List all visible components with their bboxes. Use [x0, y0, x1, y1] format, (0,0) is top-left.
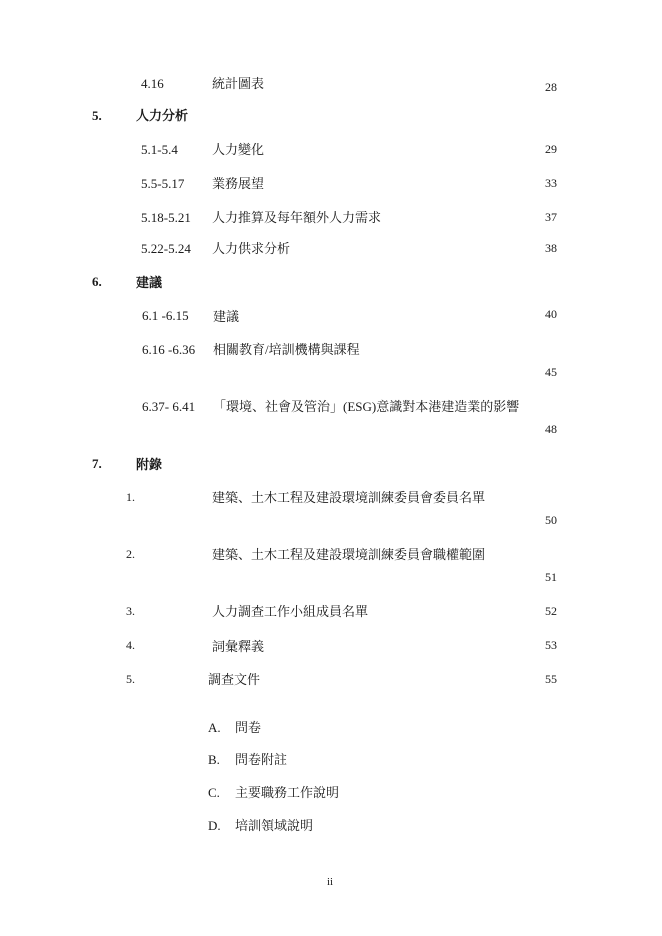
toc-entry-page: 33: [545, 176, 557, 190]
appendix-number: 2.: [126, 547, 135, 561]
page-number: ii: [327, 876, 334, 888]
appendix-title: 人力調查工作小組成員名單: [212, 604, 369, 619]
section-number: 5.: [92, 108, 102, 123]
appendix-title: 建築、土木工程及建設環境訓練委員會職權範圍: [212, 547, 486, 562]
toc-entry-page: 48: [545, 422, 557, 436]
toc-entry-number: 5.18-5.21: [141, 210, 191, 225]
appendix-number: 5.: [126, 672, 135, 686]
sub-item-letter: B.: [208, 752, 220, 767]
toc-entry-title: 人力供求分析: [212, 241, 291, 256]
toc-entry-number: 6.16 -6.36: [142, 342, 196, 357]
toc-entry-page: 40: [545, 307, 557, 321]
appendix-page: 50: [545, 513, 557, 527]
appendix-title: 調查文件: [208, 672, 261, 687]
sub-item-title: 培訓領域說明: [235, 818, 314, 833]
appendix-page: 53: [545, 638, 557, 652]
appendix-title: 詞彙釋義: [212, 639, 265, 654]
toc-entry-page: 38: [545, 241, 557, 255]
appendix-page: 52: [545, 604, 557, 618]
section-title: 附錄: [136, 457, 163, 472]
toc-entry-number: 5.22-5.24: [141, 241, 191, 256]
appendix-number: 1.: [126, 490, 135, 504]
appendix-number: 4.: [126, 638, 135, 652]
toc-entry-title: 人力變化: [212, 142, 265, 157]
section-number: 7.: [92, 456, 102, 471]
toc-entry-page: 28: [545, 80, 557, 94]
toc-entry-title: 統計圖表: [212, 76, 265, 91]
appendix-title: 建築、土木工程及建設環境訓練委員會委員名單: [212, 490, 486, 505]
section-title: 人力分析: [136, 108, 189, 123]
toc-entry-number: 5.5-5.17: [141, 176, 185, 191]
toc-entry-number: 4.16: [141, 76, 164, 91]
appendix-page: 51: [545, 570, 557, 584]
toc-entry-title: 「環境、社會及管治」(ESG)意識對本港建造業的影響: [213, 399, 520, 414]
sub-item-title: 問卷: [235, 720, 262, 735]
appendix-page: 55: [545, 672, 557, 686]
section-number: 6.: [92, 274, 102, 289]
section-title: 建議: [136, 275, 163, 290]
sub-item-title: 主要職務工作說明: [235, 785, 340, 800]
sub-item-title: 問卷附註: [235, 752, 288, 767]
toc-entry-number: 6.1 -6.15: [142, 308, 189, 323]
toc-entry-page: 45: [545, 365, 557, 379]
toc-entry-title: 人力推算及每年額外人力需求: [212, 210, 382, 225]
sub-item-letter: D.: [208, 818, 221, 833]
toc-entry-title: 相關教育/培訓機構與課程: [213, 342, 360, 357]
appendix-number: 3.: [126, 604, 135, 618]
toc-entry-page: 29: [545, 142, 557, 156]
toc-entry-title: 建議: [213, 309, 240, 324]
toc-entry-page: 37: [545, 210, 557, 224]
sub-item-letter: C.: [208, 785, 220, 800]
sub-item-letter: A.: [208, 720, 221, 735]
toc-entry-number: 5.1-5.4: [141, 142, 178, 157]
toc-entry-title: 業務展望: [212, 176, 265, 191]
toc-entry-number: 6.37- 6.41: [142, 399, 196, 414]
